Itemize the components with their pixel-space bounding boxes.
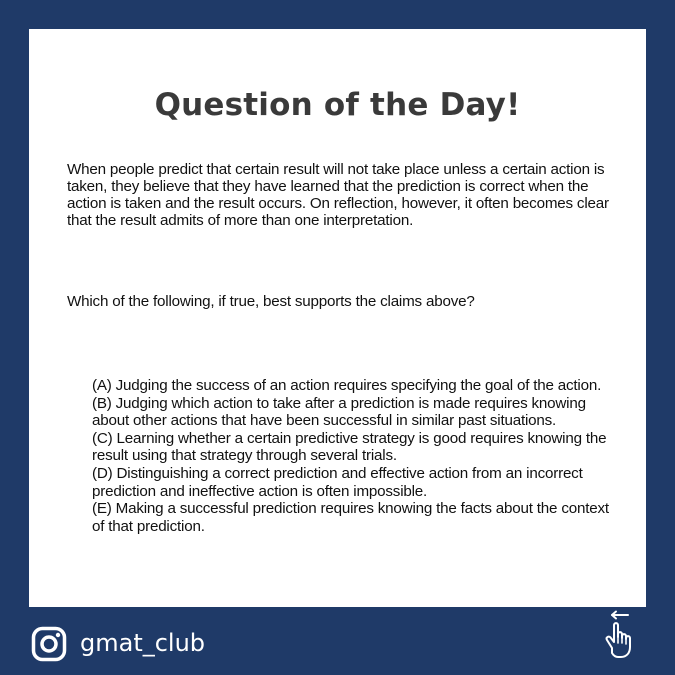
instagram-handle[interactable]: gmat_club <box>80 629 206 657</box>
answer-options <box>92 377 622 535</box>
option-b: (B) Judging which action to take after a prediction is made requires knowing about other actions that have been successful in similar past situations. <box>92 394 586 430</box>
option-d: (D) Distinguishing a correct prediction and effective action from an incorrect prediction and ineffective action is often impossible. <box>92 464 583 500</box>
page-title: Question of the Day! <box>154 87 521 123</box>
question-passage: When people predict that certain result will not take place unless a certain action is taken, they believe that they have learned that the prediction is correct when the action is taken and the result occurs. On reflection, however, it often becomes clear that the result admits of more than one interpretation. <box>67 161 609 229</box>
instagram-icon[interactable] <box>31 626 67 662</box>
option-a: (A) Judging the success of an action requires specifying the goal of the action. <box>92 377 602 394</box>
option-e: (E) Making a successful prediction requires knowing the facts about the context of that prediction. <box>92 500 609 535</box>
question-card <box>29 29 646 607</box>
swipe-hand-icon <box>598 610 644 662</box>
question-stem: Which of the following, if true, best supports the claims above? <box>67 293 475 310</box>
option-c: (C) Learning whether a certain predictive strategy is good requires knowing the result using that strategy through several trials. <box>92 429 607 465</box>
